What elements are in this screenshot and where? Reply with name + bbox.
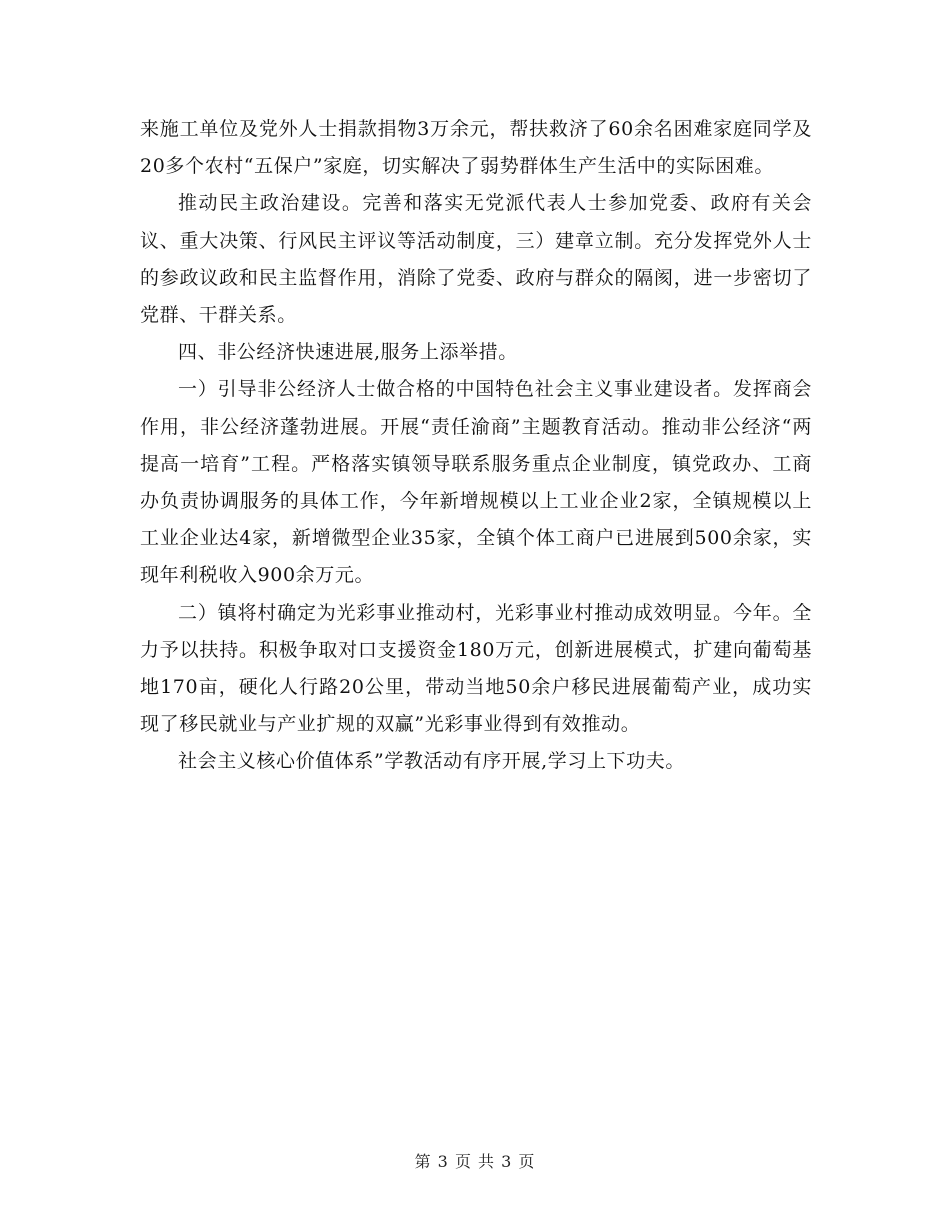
paragraph-3: 一）引导非公经济人士做合格的中国特色社会主义事业建设者。发挥商会作用，非公经济蓬勃进展。开展“责任渝商”主题教育活动。推动非公经济“两提高一培育”工程。严格落实镇领导联系服务重点企业制度，镇党政办、工商办负责协调服务的具体工作，今年新增规模以上工业企业2家，全镇规模以上工业企业达4家，新增微型企业35家，全镇个体工商户已进展到500余家，实现年利税收入900余万元。 bbox=[140, 378, 812, 587]
paragraph-4: 二）镇将村确定为光彩事业推动村，光彩事业村推动成效明显。今年。全力予以扶持。积极争取对口支援资金180万元，创新进展模式，扩建向葡萄基地170亩，硬化人行路20公里，带动当地50余户移民进展葡萄产业，成功实现了移民就业与产业扩规的双赢”光彩事业得到有效推动。 bbox=[140, 601, 812, 736]
paragraph-1: 来施工单位及党外人士捐款捐物3万余元，帮扶救济了60余名困难家庭同学及20多个农村“五保户”家庭，切实解决了弱势群体生产生活中的实际困难。 bbox=[140, 118, 812, 178]
paragraph-5: 社会主义核心价值体系”学教活动有序开展,学习上下功夫。 bbox=[178, 750, 685, 773]
section-heading-4: 四、非公经济快速进展,服务上添举措。 bbox=[178, 341, 518, 364]
paragraph-2: 推动民主政治建设。完善和落实无党派代表人士参加党委、政府有关会议、重大决策、行风民主评议等活动制度，三）建章立制。充分发挥党外人士的参政议政和民主监督作用，消除了党委、政府与群众的隔阂，进一步密切了党群、干群关系。 bbox=[140, 192, 812, 327]
document-body bbox=[140, 111, 812, 781]
page-number-footer: 第 3 页 共 3 页 bbox=[414, 1152, 536, 1171]
